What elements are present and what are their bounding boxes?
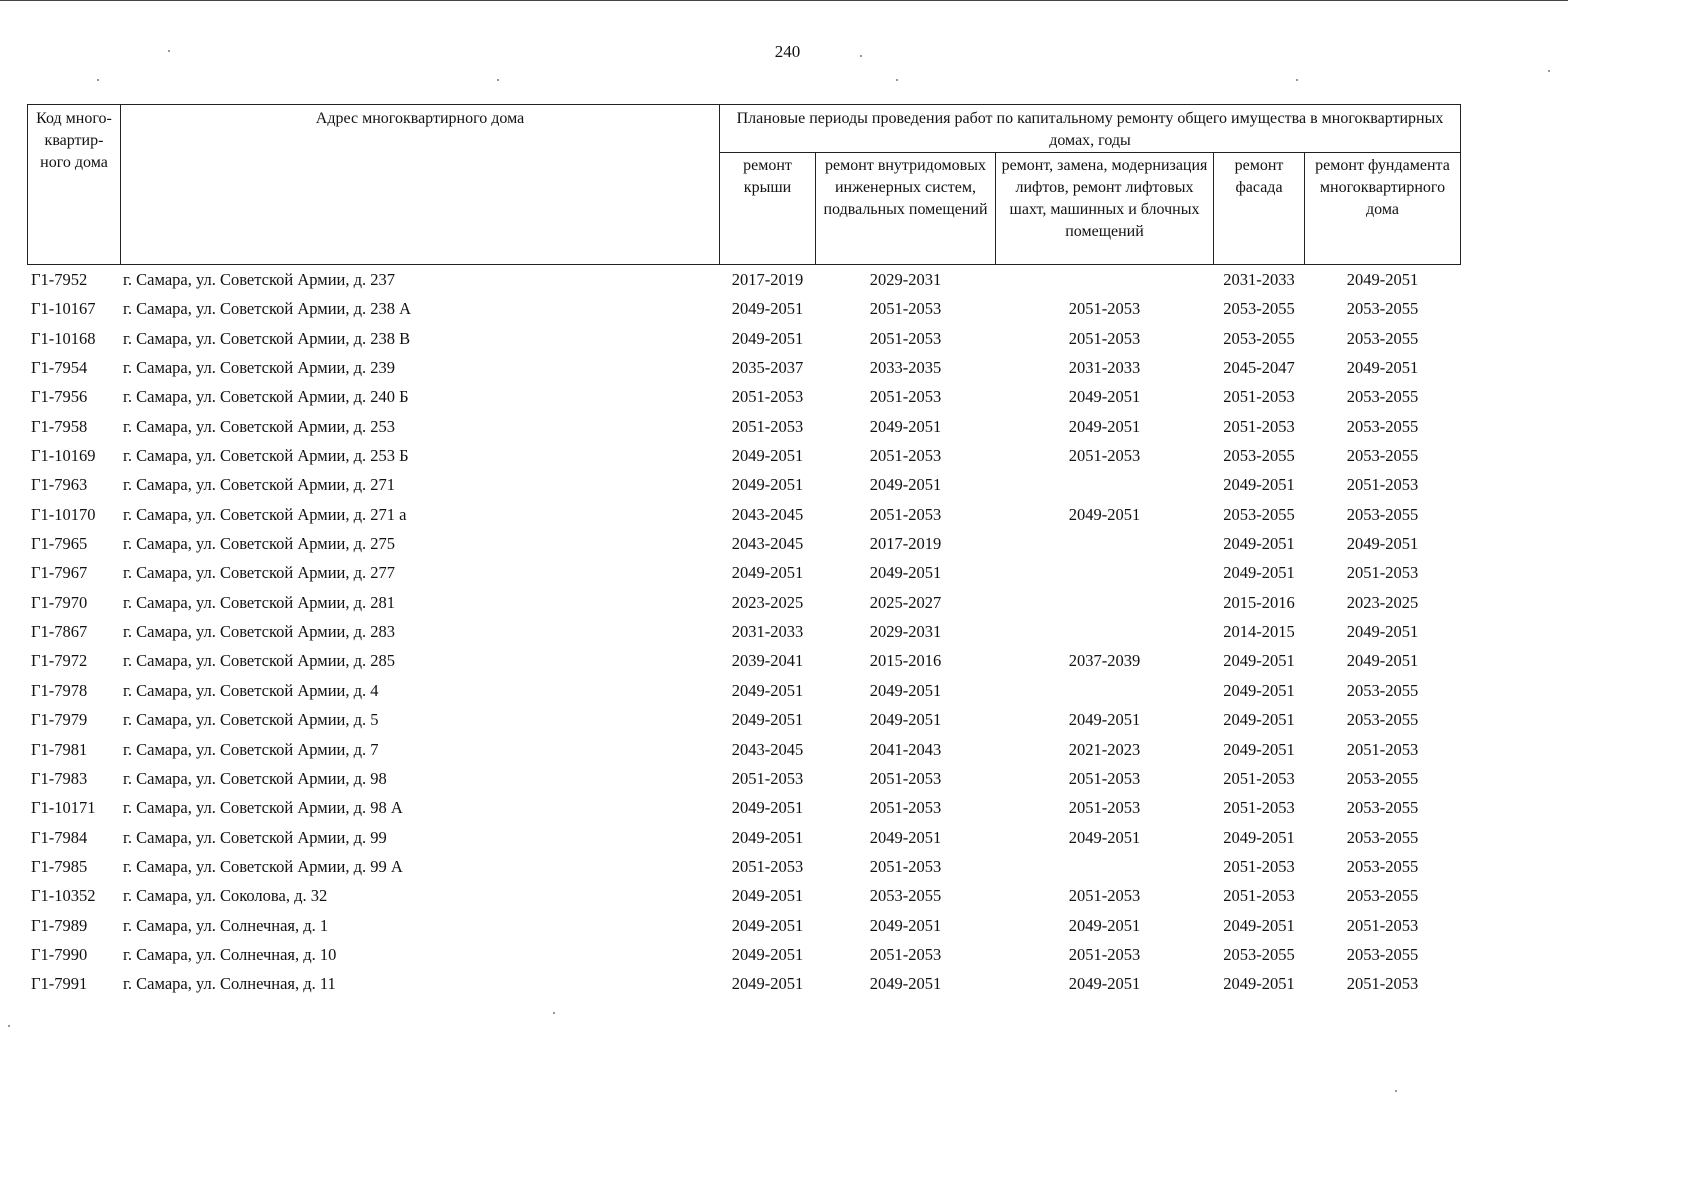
cell-address: г. Самара, ул. Советской Армии, д. 253 [123, 416, 396, 436]
table-row [0, 881, 1568, 910]
cell-code: Г1-10170 [31, 504, 96, 524]
cell-foundation: 2053-2055 [1346, 886, 1419, 906]
cell-code: Г1-7867 [31, 622, 88, 642]
cell-address: г. Самара, ул. Солнечная, д. 10 [123, 944, 337, 964]
cell-address: г. Самара, ул. Советской Армии, д. 275 [123, 534, 396, 554]
table-row [0, 852, 1568, 881]
table-row [0, 382, 1568, 411]
cell-facade: 2049-2051 [1223, 827, 1295, 847]
table-row [0, 353, 1568, 382]
cell-lifts: 2051-2053 [1068, 798, 1141, 818]
cell-code: Г1-7981 [31, 739, 88, 759]
cell-code: Г1-7967 [31, 563, 88, 583]
cell-engineering: 2051-2053 [869, 768, 942, 788]
cell-engineering: 2015-2016 [869, 651, 942, 671]
scan-speck [1395, 1090, 1397, 1092]
cell-roof: 2043-2045 [731, 739, 804, 759]
cell-code: Г1-7952 [31, 270, 88, 289]
table-row [0, 705, 1568, 734]
cell-engineering: 2049-2051 [869, 680, 942, 700]
cell-lifts: 2051-2053 [1068, 328, 1141, 348]
header-engineering: ремонт внутридомовых инженерных систем, подвальных помещений [815, 152, 996, 265]
cell-roof: 2017-2019 [731, 270, 804, 289]
table-row [0, 911, 1568, 940]
cell-address: г. Самара, ул. Советской Армии, д. 99 А [123, 856, 403, 876]
cell-engineering: 2051-2053 [869, 299, 942, 319]
cell-facade: 2049-2051 [1223, 680, 1295, 700]
cell-engineering: 2049-2051 [869, 710, 942, 730]
scan-speck [553, 1012, 555, 1014]
header-foundation: ремонт фундамента многоквартирного дома [1304, 152, 1461, 265]
cell-lifts: 2049-2051 [1068, 710, 1141, 730]
cell-address: г. Самара, ул. Советской Армии, д. 271 [123, 475, 396, 495]
cell-facade: 2051-2053 [1223, 387, 1295, 407]
cell-engineering: 2053-2055 [869, 886, 942, 906]
cell-engineering: 2049-2051 [869, 475, 942, 495]
cell-address: г. Самара, ул. Советской Армии, д. 283 [123, 622, 396, 642]
cell-address: г. Самара, ул. Советской Армии, д. 98 А [123, 798, 403, 818]
cell-roof: 2049-2051 [731, 915, 804, 935]
cell-code: Г1-7984 [31, 827, 88, 847]
cell-address: г. Самара, ул. Советской Армии, д. 239 [123, 358, 396, 378]
cell-engineering: 2033-2035 [869, 358, 942, 378]
cell-foundation: 2049-2051 [1346, 270, 1419, 289]
table-row [0, 558, 1568, 587]
cell-roof: 2049-2051 [731, 798, 804, 818]
table-row [0, 588, 1568, 617]
cell-code: Г1-7954 [31, 358, 88, 378]
cell-roof: 2049-2051 [731, 827, 804, 847]
cell-address: г. Самара, ул. Советской Армии, д. 7 [123, 739, 379, 759]
cell-roof: 2049-2051 [731, 886, 804, 906]
cell-roof: 2049-2051 [731, 710, 804, 730]
table-row [0, 735, 1568, 764]
cell-facade: 2049-2051 [1223, 475, 1295, 495]
page-number: 240 [774, 42, 801, 61]
cell-code: Г1-7958 [31, 416, 88, 436]
cell-engineering: 2051-2053 [869, 387, 942, 407]
cell-foundation: 2053-2055 [1346, 680, 1419, 700]
cell-code: Г1-7978 [31, 680, 88, 700]
cell-address: г. Самара, ул. Советской Армии, д. 285 [123, 651, 396, 671]
cell-engineering: 2025-2027 [869, 592, 942, 612]
cell-code: Г1-7983 [31, 768, 88, 788]
cell-foundation: 2049-2051 [1346, 622, 1419, 642]
cell-address: г. Самара, ул. Советской Армии, д. 4 [123, 680, 379, 700]
cell-foundation: 2053-2055 [1346, 416, 1419, 436]
cell-facade: 2045-2047 [1223, 358, 1295, 378]
cell-lifts: 2049-2051 [1068, 416, 1141, 436]
table-row [0, 324, 1568, 353]
cell-address: г. Самара, ул. Советской Армии, д. 5 [123, 710, 379, 730]
cell-address: г. Самара, ул. Солнечная, д. 11 [123, 974, 336, 994]
cell-facade: 2049-2051 [1223, 651, 1295, 671]
cell-foundation: 2053-2055 [1346, 299, 1419, 319]
cell-facade: 2051-2053 [1223, 768, 1295, 788]
table-row [0, 646, 1568, 675]
cell-foundation: 2049-2051 [1346, 358, 1419, 378]
cell-lifts: 2049-2051 [1068, 974, 1141, 994]
cell-foundation: 2049-2051 [1346, 651, 1419, 671]
cell-lifts: 2031-2033 [1068, 358, 1141, 378]
cell-facade: 2049-2051 [1223, 739, 1295, 759]
cell-facade: 2049-2051 [1223, 915, 1295, 935]
cell-lifts: 2051-2053 [1068, 886, 1141, 906]
cell-address: г. Самара, ул. Советской Армии, д. 253 Б [123, 446, 409, 466]
cell-facade: 2049-2051 [1223, 710, 1295, 730]
cell-facade: 2015-2016 [1223, 592, 1295, 612]
cell-roof: 2049-2051 [731, 475, 804, 495]
cell-code: Г1-7990 [31, 944, 88, 964]
table-row [0, 441, 1568, 470]
cell-foundation: 2053-2055 [1346, 798, 1419, 818]
cell-lifts: 2049-2051 [1068, 504, 1141, 524]
header-code: Код много-квартир-ного дома [27, 104, 121, 265]
cell-lifts: 2049-2051 [1068, 827, 1141, 847]
cell-foundation: 2051-2053 [1346, 974, 1419, 994]
cell-address: г. Самара, ул. Советской Армии, д. 271 а [123, 504, 407, 524]
header-facade: ремонт фасада [1213, 152, 1305, 265]
cell-engineering: 2051-2053 [869, 798, 942, 818]
cell-engineering: 2051-2053 [869, 504, 942, 524]
cell-foundation: 2051-2053 [1346, 475, 1419, 495]
table-row [0, 500, 1568, 529]
cell-roof: 2049-2051 [731, 680, 804, 700]
cell-engineering: 2051-2053 [869, 944, 942, 964]
scan-speck [97, 79, 99, 81]
cell-address: г. Самара, ул. Советской Армии, д. 240 Б [123, 387, 409, 407]
cell-address: г. Самара, ул. Соколова, д. 32 [123, 886, 328, 906]
cell-facade: 2051-2053 [1223, 416, 1295, 436]
table-row [0, 470, 1568, 499]
cell-code: Г1-7989 [31, 915, 88, 935]
cell-code: Г1-7956 [31, 387, 88, 407]
table-body [0, 265, 1568, 999]
cell-roof: 2043-2045 [731, 534, 804, 554]
scan-speck [497, 79, 499, 81]
cell-lifts: 2037-2039 [1068, 651, 1141, 671]
cell-foundation: 2051-2053 [1346, 915, 1419, 935]
cell-engineering: 2049-2051 [869, 827, 942, 847]
cell-facade: 2051-2053 [1223, 886, 1295, 906]
header-planned-periods: Плановые периоды проведения работ по капитальному ремонту общего имущества в многоквартирных домах, годы [719, 104, 1461, 153]
cell-code: Г1-7965 [31, 534, 88, 554]
cell-roof: 2031-2033 [731, 622, 804, 642]
cell-roof: 2039-2041 [731, 651, 804, 671]
cell-code: Г1-7985 [31, 856, 88, 876]
cell-foundation: 2051-2053 [1346, 739, 1419, 759]
cell-engineering: 2051-2053 [869, 856, 942, 876]
cell-lifts: 2051-2053 [1068, 768, 1141, 788]
table-row [0, 412, 1568, 441]
cell-facade: 2053-2055 [1223, 944, 1295, 964]
cell-engineering: 2049-2051 [869, 416, 942, 436]
cell-roof: 2049-2051 [731, 299, 804, 319]
cell-engineering: 2051-2053 [869, 446, 942, 466]
cell-engineering: 2049-2051 [869, 563, 942, 583]
cell-foundation: 2053-2055 [1346, 446, 1419, 466]
cell-address: г. Самара, ул. Советской Армии, д. 237 [123, 270, 396, 289]
cell-facade: 2053-2055 [1223, 446, 1295, 466]
table-row [0, 969, 1568, 998]
table-header [27, 104, 1461, 265]
table-row [0, 823, 1568, 852]
cell-roof: 2049-2051 [731, 974, 804, 994]
cell-lifts: 2021-2023 [1068, 739, 1141, 759]
cell-address: г. Самара, ул. Советской Армии, д. 238 А [123, 299, 412, 319]
cell-foundation: 2053-2055 [1346, 504, 1419, 524]
header-address: Адрес многоквартирного дома [120, 104, 720, 265]
cell-lifts: 2049-2051 [1068, 387, 1141, 407]
table-row [0, 676, 1568, 705]
cell-engineering: 2029-2031 [869, 270, 942, 289]
cell-code: Г1-7972 [31, 651, 88, 671]
cell-code: Г1-10352 [31, 886, 96, 906]
cell-facade: 2031-2033 [1223, 270, 1295, 289]
cell-lifts: 2051-2053 [1068, 944, 1141, 964]
cell-foundation: 2053-2055 [1346, 710, 1419, 730]
cell-engineering: 2029-2031 [869, 622, 942, 642]
cell-code: Г1-7963 [31, 475, 88, 495]
cell-foundation: 2053-2055 [1346, 328, 1419, 348]
cell-facade: 2053-2055 [1223, 328, 1295, 348]
table-row [0, 764, 1568, 793]
cell-facade: 2049-2051 [1223, 974, 1295, 994]
header-roof: ремонт крыши [719, 152, 816, 265]
cell-address: г. Самара, ул. Солнечная, д. 1 [123, 915, 329, 935]
cell-foundation: 2053-2055 [1346, 827, 1419, 847]
cell-roof: 2051-2053 [731, 768, 804, 788]
header-lifts: ремонт, замена, модернизация лифтов, ремонт лифтовых шахт, машинных и блочных помещений [995, 152, 1214, 265]
scan-speck [1296, 79, 1298, 81]
table-row [0, 793, 1568, 822]
cell-code: Г1-10167 [31, 299, 96, 319]
cell-roof: 2049-2051 [731, 446, 804, 466]
cell-address: г. Самара, ул. Советской Армии, д. 98 [123, 768, 387, 788]
table-row [0, 529, 1568, 558]
cell-foundation: 2053-2055 [1346, 856, 1419, 876]
cell-foundation: 2049-2051 [1346, 534, 1419, 554]
table-row [0, 617, 1568, 646]
cell-address: г. Самара, ул. Советской Армии, д. 277 [123, 563, 396, 583]
cell-roof: 2043-2045 [731, 504, 804, 524]
cell-facade: 2053-2055 [1223, 504, 1295, 524]
cell-roof: 2049-2051 [731, 563, 804, 583]
cell-roof: 2051-2053 [731, 856, 804, 876]
cell-facade: 2014-2015 [1223, 622, 1295, 642]
scan-speck [896, 79, 898, 81]
table-row [0, 940, 1568, 969]
table-row [0, 265, 1568, 294]
cell-foundation: 2053-2055 [1346, 387, 1419, 407]
cell-facade: 2051-2053 [1223, 798, 1295, 818]
cell-engineering: 2041-2043 [869, 739, 942, 759]
cell-lifts: 2051-2053 [1068, 446, 1141, 466]
cell-foundation: 2053-2055 [1346, 768, 1419, 788]
cell-engineering: 2049-2051 [869, 974, 942, 994]
cell-foundation: 2053-2055 [1346, 944, 1419, 964]
top-rule [0, 0, 1568, 1]
scan-speck [860, 55, 862, 57]
cell-code: Г1-10168 [31, 328, 96, 348]
cell-roof: 2051-2053 [731, 416, 804, 436]
cell-code: Г1-7970 [31, 592, 88, 612]
cell-facade: 2051-2053 [1223, 856, 1295, 876]
cell-address: г. Самара, ул. Советской Армии, д. 281 [123, 592, 396, 612]
cell-code: Г1-7979 [31, 710, 88, 730]
cell-address: г. Самара, ул. Советской Армии, д. 99 [123, 827, 387, 847]
cell-foundation: 2051-2053 [1346, 563, 1419, 583]
cell-roof: 2023-2025 [731, 592, 804, 612]
cell-facade: 2049-2051 [1223, 534, 1295, 554]
scan-speck [1548, 70, 1550, 72]
scan-speck [168, 50, 170, 52]
cell-address: г. Самара, ул. Советской Армии, д. 238 В [123, 328, 411, 348]
cell-engineering: 2051-2053 [869, 328, 942, 348]
cell-code: Г1-7991 [31, 974, 88, 994]
cell-lifts: 2051-2053 [1068, 299, 1141, 319]
table-row [0, 294, 1568, 323]
cell-foundation: 2023-2025 [1346, 592, 1419, 612]
cell-roof: 2049-2051 [731, 944, 804, 964]
scan-speck [8, 1025, 10, 1027]
cell-roof: 2035-2037 [731, 358, 804, 378]
cell-roof: 2049-2051 [731, 328, 804, 348]
cell-lifts: 2049-2051 [1068, 915, 1141, 935]
cell-facade: 2053-2055 [1223, 299, 1295, 319]
cell-code: Г1-10169 [31, 446, 96, 466]
cell-roof: 2051-2053 [731, 387, 804, 407]
cell-facade: 2049-2051 [1223, 563, 1295, 583]
cell-engineering: 2017-2019 [869, 534, 942, 554]
cell-code: Г1-10171 [31, 798, 96, 818]
cell-engineering: 2049-2051 [869, 915, 942, 935]
